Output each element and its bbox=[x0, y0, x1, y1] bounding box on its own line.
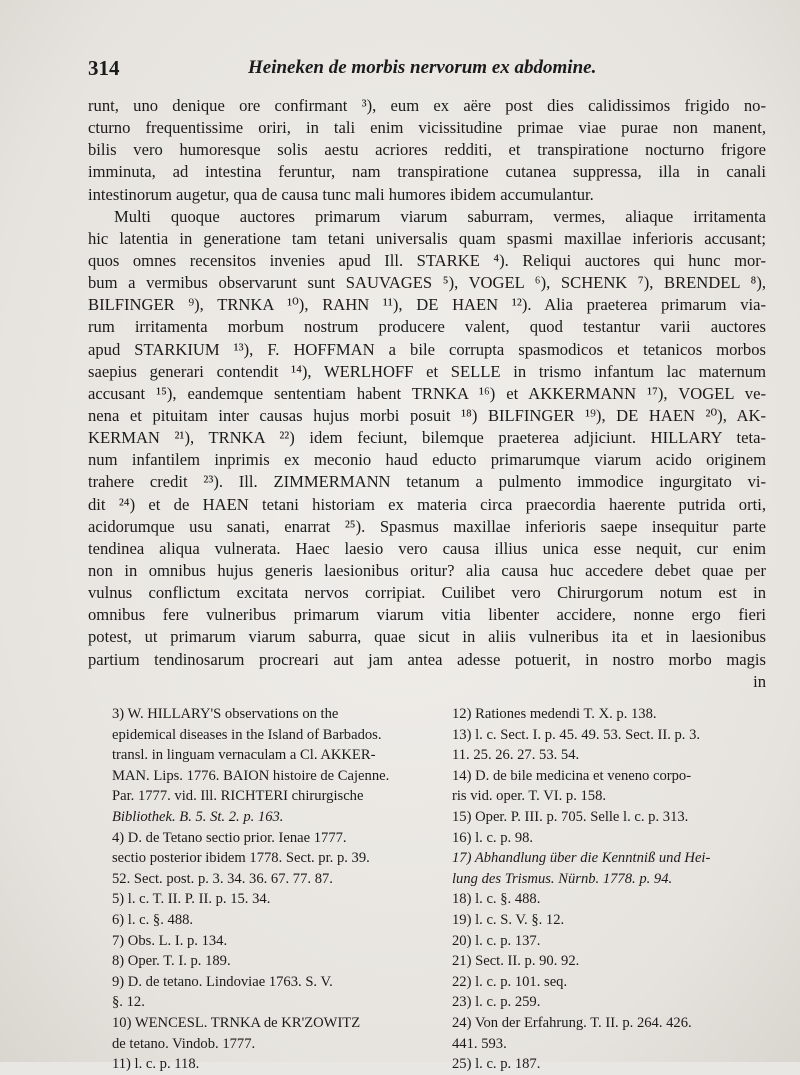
body-line: rum irritamenta morbum nostrum producere valent, quod testantur varii auctores bbox=[88, 317, 766, 337]
body-line: runt, uno denique ore confirmant ³), eum ex aëre post dies calidissimos frigido no- bbox=[88, 96, 766, 115]
footnote-line: 22) l. c. p. 101. seq. bbox=[452, 973, 568, 990]
footnote-line: 20) l. c. p. 137. bbox=[452, 932, 541, 949]
footnote-line: 4) D. de Tetano sectio prior. Ienae 1777. bbox=[112, 829, 347, 846]
body-line: KERMAN ²¹), TRNKA ²²) idem feciunt, bilemque praeterea adjiciunt. HILLARY teta- bbox=[88, 428, 766, 448]
body-line: Multi quoque auctores primarum viarum saburram, vermes, aliaque irritamenta bbox=[114, 206, 766, 226]
footnote-line: de tetano. Vindob. 1777. bbox=[112, 1035, 256, 1052]
footnote-line: transl. in linguam vernaculam a Cl. AKKER- bbox=[112, 747, 376, 764]
body-line: non in omnibus hujus generis laesionibus oritur? alia causa huc accedere debet quae per bbox=[88, 560, 766, 580]
footnote-line: 11) l. c. p. 118. bbox=[112, 1056, 200, 1073]
footnote-line: lung des Trismus. Nürnb. 1778. p. 94. bbox=[452, 870, 673, 887]
body-line: imminuta, ad intestina feruntur, nam transpiratione cutanea suppressa, illa in canali bbox=[88, 162, 766, 182]
catchword: in bbox=[753, 671, 766, 691]
footnote-line: 18) l. c. §. 488. bbox=[452, 891, 541, 908]
footnote-line: 23) l. c. p. 259. bbox=[452, 994, 541, 1011]
footnote-line: MAN. Lips. 1776. BAION histoire de Cajenne. bbox=[112, 767, 390, 784]
footnote-line: 15) Oper. P. III. p. 705. Selle l. c. p. 313. bbox=[452, 808, 689, 825]
footnote-line: 11. 25. 26. 27. 53. 54. bbox=[452, 747, 580, 764]
body-line: omnibus fere vulneribus primarum viarum vitia libenter accidere, nonne ergo fieri bbox=[88, 605, 766, 625]
footnote-line: epidemical diseases in the Island of Barbados. bbox=[112, 726, 382, 743]
body-line: apud STARKIUM ¹³), F. HOFFMAN a bile corrupta spasmodicos et tetanicos morbos bbox=[88, 339, 766, 359]
footnote-line: 8) Oper. T. I. p. 189. bbox=[112, 953, 231, 970]
footnote-line: 9) D. de tetano. Lindoviae 1763. S. V. bbox=[112, 973, 333, 990]
footnote-line: 21) Sect. II. p. 90. 92. bbox=[452, 953, 580, 970]
footnotes-right-column bbox=[452, 704, 782, 1075]
body-line: vulnus conflictum excitata nervos corripiat. Cuilibet vero Chirurgorum notum est in bbox=[88, 583, 766, 603]
footnote-line: 14) D. de bile medicina et veneno corpo- bbox=[452, 767, 692, 784]
footnote-line: 3) W. HILLARY'S observations on the bbox=[112, 706, 339, 722]
body-line: accusant ¹⁵), eandemque sententiam habent TRNKA ¹⁶) et AKKERMANN ¹⁷), VOGEL ve- bbox=[88, 383, 766, 403]
footnote-line: 12) Rationes medendi T. X. p. 138. bbox=[452, 706, 657, 722]
body-line: tendinea aliqua vulnerata. Haec laesio vero causa illius unica esse nequit, cur enim bbox=[88, 538, 766, 558]
footnote-line: 10) WENCESL. TRNKA de KR'ZOWITZ bbox=[112, 1014, 361, 1031]
body-line: partium tendinosarum procreari aut jam antea adesse potuerit, in nostro morbo magis bbox=[88, 649, 766, 669]
footnote-line: 6) l. c. §. 488. bbox=[112, 911, 194, 928]
footnote-line: 441. 593. bbox=[452, 1035, 507, 1052]
footnote-line: 5) l. c. T. II. P. II. p. 15. 34. bbox=[112, 891, 271, 908]
body-line: BILFINGER ⁹), TRNKA ¹⁰), RAHN ¹¹), DE HAEN ¹²). Alia praeterea primarum via- bbox=[88, 295, 766, 315]
footnote-line: Bibliothek. B. 5. St. 2. p. 163. bbox=[112, 808, 284, 825]
page-number: 314 bbox=[88, 56, 120, 80]
footnote-line: sectio posterior ibidem 1778. Sect. pr. p. 39. bbox=[112, 850, 370, 867]
footnote-line: 25) l. c. p. 187. bbox=[452, 1056, 541, 1073]
footnote-line: ris vid. oper. T. VI. p. 158. bbox=[452, 788, 607, 805]
page-header bbox=[88, 56, 778, 82]
footnote-line: 52. Sect. post. p. 3. 34. 36. 67. 77. 87. bbox=[112, 870, 333, 887]
body-line: potest, ut primarum viarum saburra, quae sicut in aliis vulneribus ita et in laesionibus bbox=[88, 627, 766, 647]
body-line: num infantilem inprimis ex meconio haud educto primarumque viarum acido originem bbox=[88, 450, 766, 470]
footnote-line: 16) l. c. p. 98. bbox=[452, 829, 534, 846]
body-line: hic latentia in generatione tam tetani universalis quam spasmi maxillae inferioris accusant; bbox=[88, 228, 766, 248]
footnote-line: 19) l. c. S. V. §. 12. bbox=[452, 911, 565, 928]
footnote-line: §. 12. bbox=[112, 994, 145, 1011]
footnotes-left-column bbox=[112, 704, 432, 1075]
footnote-line: 13) l. c. Sect. I. p. 45. 49. 53. Sect. II. p. 3. bbox=[452, 726, 701, 743]
body-line: saepius generari contendit ¹⁴), WERLHOFF et SELLE in trismo infantum lac maternum bbox=[88, 361, 766, 381]
body-text bbox=[88, 95, 766, 693]
running-title: Heineken de morbis nervorum ex abdomine. bbox=[248, 57, 597, 78]
body-line: bilis vero humoresque solis aestu acriores redditi, et transpiratione nocturno frigore bbox=[88, 140, 766, 160]
footnote-line: 24) Von der Erfahrung. T. II. p. 264. 426. bbox=[452, 1014, 692, 1031]
body-line: quos omnes recensitos invenies apud Ill. STARKE ⁴). Reliqui auctores qui hunc mor- bbox=[88, 250, 766, 270]
body-line: dit ²⁴) et de HAEN tetani historiam ex materia circa praecordia haerente putrida orti, bbox=[88, 494, 766, 514]
footnote-line: 17) Abhandlung über die Kenntniß und Hei- bbox=[452, 850, 711, 867]
body-line: acidorumque usu sanati, enarrat ²⁵). Spasmus maxillae inferioris saepe insequitur parte bbox=[88, 516, 766, 536]
footnote-line: Par. 1777. vid. Ill. RICHTERI chirurgische bbox=[112, 788, 364, 805]
body-line: intestinorum augetur, qua de causa tunc mali humores ibidem accumulantur. bbox=[88, 184, 594, 204]
body-line: cturno frequentissime oriri, in tali enim vicissitudine primae viae purae non manent, bbox=[88, 118, 766, 138]
body-line: bum a vermibus observarunt sunt SAUVAGES ⁵), VOGEL ⁶), SCHENK ⁷), BRENDEL ⁸), bbox=[88, 273, 766, 293]
body-line: trahere credit ²³). Ill. ZIMMERMANN tetanum a pulmento immodice ingurgitato vi- bbox=[88, 472, 766, 492]
footnote-line: 7) Obs. L. I. p. 134. bbox=[112, 932, 228, 949]
body-line: nena et pituitam inter causas hujus morbi posuit ¹⁸) BILFINGER ¹⁹), DE HAEN ²⁰), AK- bbox=[88, 405, 766, 425]
